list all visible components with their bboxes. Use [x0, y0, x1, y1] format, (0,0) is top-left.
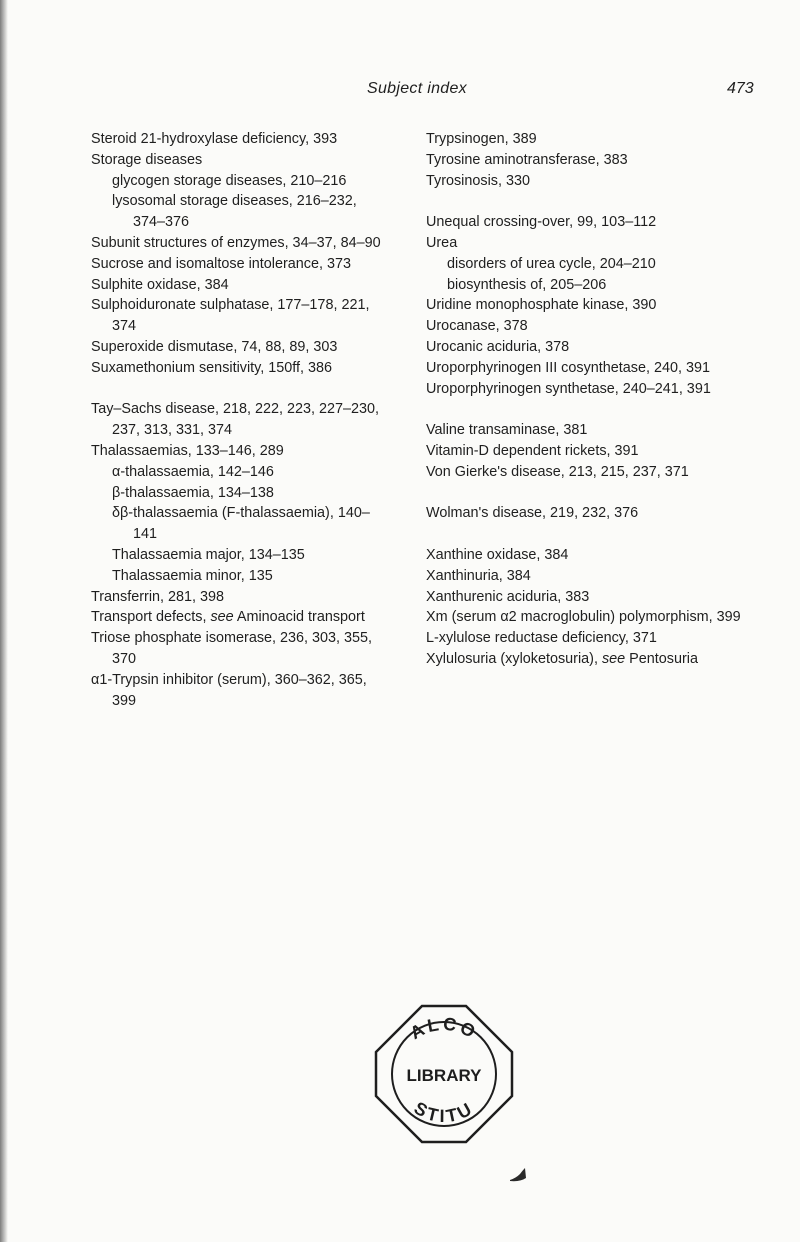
index-entry: Suxamethonium sensitivity, 150ff, 386 [91, 359, 333, 376]
index-subentry: disorders of urea cycle, 204–210 [447, 255, 656, 272]
index-entry: Urocanic aciduria, 378 [426, 338, 570, 355]
index-entry: Storage diseases [91, 151, 203, 168]
index-subentry: lysosomal storage diseases, 216–232, 374–376 [112, 193, 357, 231]
index-entry: Superoxide dismutase, 74, 88, 89, 303 [91, 338, 338, 355]
index-subentry: Thalassaemia minor, 135 [112, 567, 273, 584]
index-entry: Uridine monophosphate kinase, 390 [426, 297, 657, 314]
library-stamp [370, 1000, 518, 1148]
index-section-gap [426, 524, 761, 545]
index-entry: Urea [426, 234, 458, 251]
index-subentry: δβ-thalassaemia (F-thalassaemia), 140–141 [112, 505, 370, 543]
index-entry: α1-Trypsin inhibitor (serum), 360–362, 365, 399 [91, 671, 367, 709]
index-section-gap [426, 483, 761, 504]
page-number: 473 [727, 80, 754, 97]
index-entry: Unequal crossing-over, 99, 103–112 [426, 214, 657, 231]
index-entry: Tyrosine aminotransferase, 383 [426, 151, 628, 168]
index-entry: Urocanase, 378 [426, 318, 528, 335]
index-section-gap [426, 191, 761, 212]
index-entry: Vitamin-D dependent rickets, 391 [426, 442, 639, 459]
index-entry: Tay–Sachs disease, 218, 222, 223, 227–230, 237, 313, 331, 374 [91, 401, 380, 439]
index-entry: Transport defects, see Aminoacid transport [91, 609, 365, 626]
index-entry: Subunit structures of enzymes, 34–37, 84–90 [91, 234, 381, 251]
stamp-center-text: LIBRARY [406, 1066, 482, 1085]
index-entry: Von Gierke's disease, 213, 215, 237, 371 [426, 463, 689, 480]
index-section-gap [426, 399, 761, 420]
running-head [0, 80, 800, 102]
index-entry: Xanthinuria, 384 [426, 567, 531, 584]
page-title: Subject index [367, 80, 467, 97]
index-subentry: biosynthesis of, 205–206 [447, 276, 607, 293]
index-entry: Transferrin, 281, 398 [91, 588, 225, 605]
index-entry: Sulphite oxidase, 384 [91, 276, 229, 293]
stamp-top-arc-text: ALCO [406, 1013, 482, 1044]
index-entry: Valine transaminase, 381 [426, 422, 588, 439]
index-entry: Sucrose and isomaltose intolerance, 373 [91, 255, 351, 272]
index-entry: Sulphoiduronate sulphatase, 177–178, 221, 374 [91, 297, 370, 335]
index-entry: Xylulosuria (xyloketosuria), see Pentosuria [426, 650, 698, 667]
index-subentry: Thalassaemia major, 134–135 [112, 546, 305, 563]
index-subentry: α-thalassaemia, 142–146 [112, 463, 274, 480]
page-binding-edge [0, 0, 8, 1242]
index-section-gap [91, 379, 391, 400]
index-subentry: β-thalassaemia, 134–138 [112, 484, 274, 501]
index-entry: Xm (serum α2 macroglobulin) polymorphism, 399 [426, 609, 741, 626]
index-column-left [91, 129, 391, 711]
ink-smudge [510, 1168, 528, 1182]
index-entry: Xanthine oxidase, 384 [426, 546, 569, 563]
index-entry: Uroporphyrinogen synthetase, 240–241, 391 [426, 380, 711, 397]
index-entry: Uroporphyrinogen III cosynthetase, 240, 391 [426, 359, 710, 376]
index-entry: Xanthurenic aciduria, 383 [426, 588, 590, 605]
index-entry: Tyrosinosis, 330 [426, 172, 530, 189]
index-entry: Steroid 21-hydroxylase deficiency, 393 [91, 131, 338, 147]
index-entry: L-xylulose reductase deficiency, 371 [426, 630, 657, 647]
index-entry: Wolman's disease, 219, 232, 376 [426, 505, 639, 522]
index-column-right [426, 129, 761, 670]
index-entry: Trypsinogen, 389 [426, 131, 537, 147]
index-entry: Thalassaemias, 133–146, 289 [91, 442, 284, 459]
index-entry: Triose phosphate isomerase, 236, 303, 355, 370 [91, 630, 373, 667]
stamp-bottom-arc-text: STITU [410, 1097, 478, 1127]
index-subentry: glycogen storage diseases, 210–216 [112, 172, 347, 189]
